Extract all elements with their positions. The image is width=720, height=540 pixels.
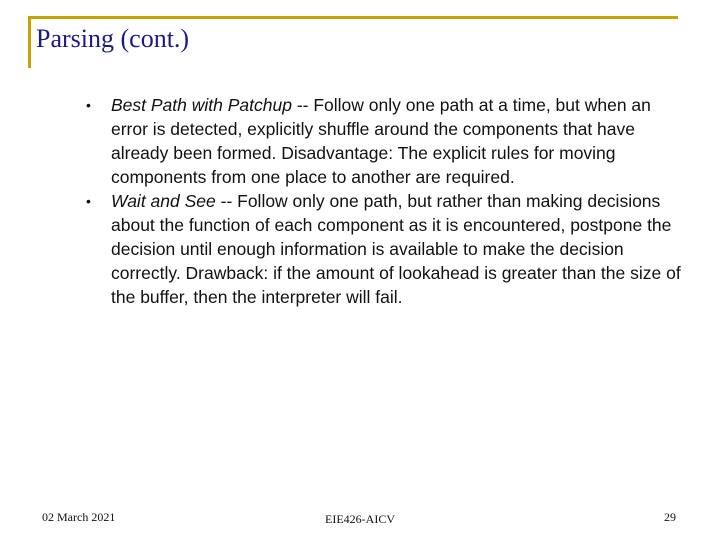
title-accent-rule-top [28, 16, 678, 19]
bullet-text: -- Follow only one path at a time, but when an error is detected, explicitly shuffle around the components that have already been formed. Disadvantage: The explicit rules for moving components from one place to another are required. [111, 95, 651, 187]
bullet-list [78, 93, 688, 309]
bullet-item [78, 189, 688, 309]
bullet-marker: • [86, 97, 91, 113]
footer-date: 02 March 2021 [42, 510, 116, 524]
bullet-item [78, 93, 688, 189]
footer-page-number: 29 [664, 510, 676, 524]
footer-course-code: EIE426-AICV [325, 512, 395, 526]
title-accent-rule-left [28, 16, 31, 68]
bullet-marker: • [86, 193, 91, 209]
bullet-term: Best Path with Patchup [111, 95, 292, 115]
bullet-text: -- Follow only one path, but rather than making decisions about the function of each component as it is encountered, postpone the decision until enough information is available to make the decision correctly. Drawback: if the amount of lookahead is greater than the size of the buffer, then the interpreter will fail. [111, 191, 681, 307]
slide-title: Parsing (cont.) [36, 24, 190, 53]
bullet-term: Wait and See [111, 191, 216, 211]
